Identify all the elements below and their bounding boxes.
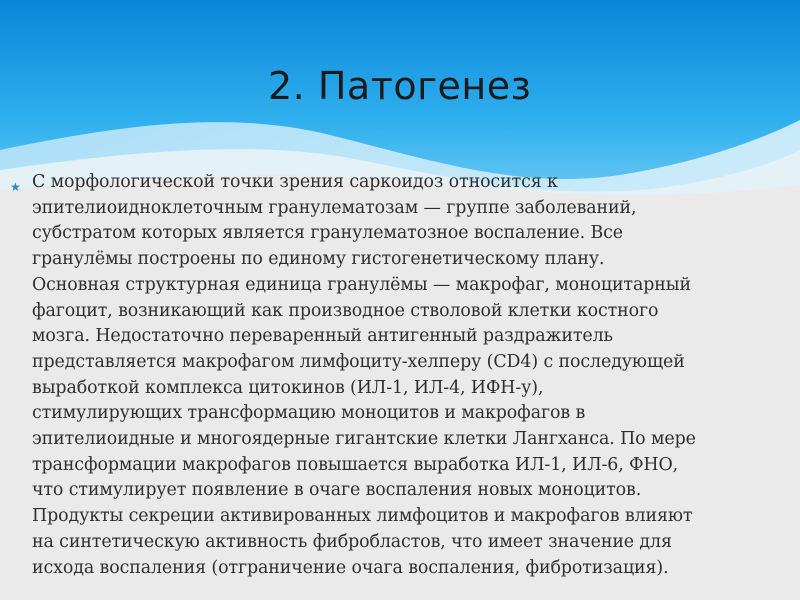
body-line: С морфологической точки зрения саркоидоз относится к	[32, 172, 558, 192]
body-line: на синтетическую активность фибробластов, что имеет значение для	[32, 531, 672, 552]
body-line: исхода воспаления (отграничение очага воспаления, фибротизация).	[32, 557, 669, 578]
body-line: субстратом которых является гранулематозное воспаление. Все	[32, 223, 623, 244]
body-line: фагоцит, возникающий как производное стволовой клетки костного	[32, 300, 659, 321]
body-paragraph	[32, 170, 796, 581]
body-line: гранулёмы построены по единому гистогенетическому плану.	[32, 249, 605, 270]
body-line: выработкой комплекса цитокинов (ИЛ-1, ИЛ-4, ИФН-у),	[32, 377, 544, 398]
slide-title: 2. Патогенез	[268, 64, 532, 108]
body-line: мозга. Недостаточно переваренный антигенный раздражитель	[32, 326, 613, 347]
bullet-star-icon: ★	[10, 180, 21, 194]
body-line: Основная структурная единица гранулёмы — макрофаг, моноцитарный	[32, 274, 691, 295]
body-line: Продукты секреции активированных лимфоцитов и макрофагов влияют	[32, 506, 693, 527]
body-line: эпителиоидные и многоядерные гигантские клетки Лангханса. По мере	[32, 429, 696, 450]
body-line: представляется макрофагом лимфоциту-хелперу (CD4) с последующей	[32, 351, 685, 372]
body-line: эпителиоидноклеточным гранулематозам — группе заболеваний,	[32, 197, 637, 218]
body-line: стимулирующих трансформацию моноцитов и макрофагов в	[32, 403, 586, 424]
body-line: трансформации макрофагов повышается выработка ИЛ-1, ИЛ-6, ФНО,	[32, 454, 679, 475]
body-line: что стимулирует появление в очаге воспаления новых моноцитов.	[32, 480, 642, 501]
